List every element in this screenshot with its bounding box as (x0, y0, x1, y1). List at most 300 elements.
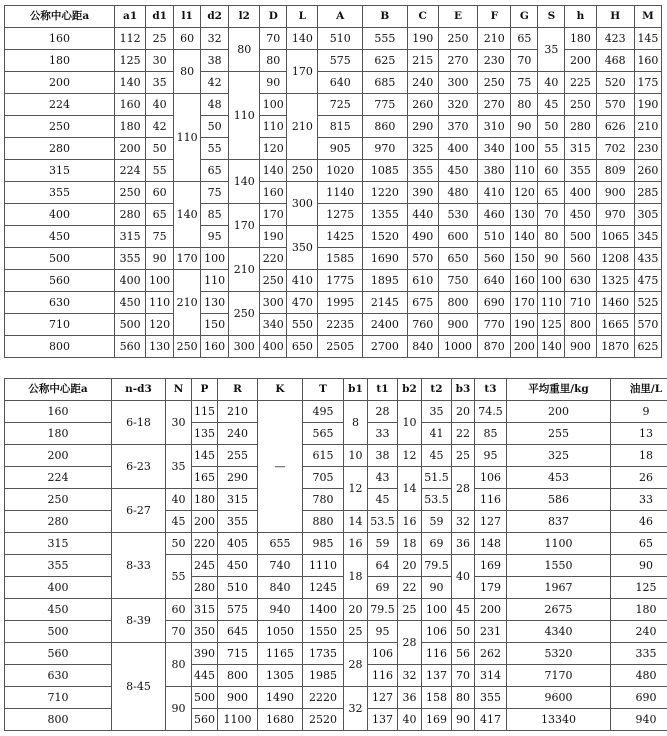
table-cell: 13 (611, 423, 667, 445)
table-cell: 390 (407, 182, 438, 204)
table-cell: 315 (192, 599, 218, 621)
table-cell: 230 (478, 50, 511, 72)
table-cell: 80 (229, 28, 260, 72)
table-cell: 45 (166, 511, 192, 533)
table-cell: 140 (511, 226, 538, 248)
table-cell: 13340 (507, 709, 611, 731)
table-cell: 685 (363, 72, 408, 94)
table-cell: 130 (146, 336, 174, 358)
table-cell: 115 (192, 401, 218, 423)
table-cell: 520 (596, 72, 634, 94)
table-cell: 46 (611, 511, 667, 533)
table-cell: 840 (407, 336, 438, 358)
table-cell: 400 (115, 270, 146, 292)
table-cell: 190 (511, 314, 538, 336)
table-cell: 32 (452, 511, 475, 533)
table-row (5, 204, 662, 226)
table-cell: 75 (511, 72, 538, 94)
table-cell: 510 (478, 226, 511, 248)
table-cell: 610 (407, 270, 438, 292)
table-cell: 160 (5, 401, 112, 423)
table-cell: 1065 (596, 226, 634, 248)
table-cell: 20 (398, 555, 422, 577)
table-cell: 127 (475, 511, 507, 533)
table-cell: 43 (368, 467, 398, 489)
table-cell: 560 (192, 709, 218, 731)
table-cell: 65 (511, 28, 538, 50)
table-cell: 25 (146, 28, 174, 50)
table-cell: 315 (5, 160, 115, 182)
table-cell: 320 (438, 94, 477, 116)
table-cell: 40 (146, 94, 174, 116)
table-cell: 127 (368, 687, 398, 709)
table-cell: 1735 (303, 643, 344, 665)
table-cell: 440 (407, 204, 438, 226)
header-cell: R (218, 379, 258, 401)
header-cell: d2 (201, 6, 229, 28)
table-cell: 215 (407, 50, 438, 72)
table-cell: 530 (438, 204, 477, 226)
table-cell: 240 (611, 621, 667, 643)
table-cell: 148 (475, 533, 507, 555)
header-cell: G (511, 6, 538, 28)
table-cell: 625 (363, 50, 408, 72)
table-cell: 809 (596, 160, 634, 182)
table-cell: 650 (438, 248, 477, 270)
table-cell: 180 (5, 50, 115, 72)
table-cell: 32 (201, 28, 229, 50)
table-row (5, 489, 667, 511)
table-cell: 70 (260, 28, 287, 50)
header-cell: b3 (452, 379, 475, 401)
table-cell: 250 (478, 72, 511, 94)
table-cell: 250 (260, 270, 287, 292)
table-cell: 690 (478, 292, 511, 314)
table-cell: 75 (146, 226, 174, 248)
table-cell: 1208 (596, 248, 634, 270)
table-cell: 468 (596, 50, 634, 72)
table-cell: 350 (192, 621, 218, 643)
table-cell: 355 (475, 687, 507, 709)
table-cell: 586 (507, 489, 611, 511)
table-cell: 500 (192, 687, 218, 709)
table-cell: 1400 (303, 599, 344, 621)
table-row (5, 72, 662, 94)
table-cell: 250 (5, 116, 115, 138)
table-cell: 12 (398, 445, 422, 467)
table-cell: 42 (201, 72, 229, 94)
table-cell: 90 (260, 72, 287, 94)
table-cell: 33 (368, 423, 398, 445)
table-cell: 460 (478, 204, 511, 226)
table-cell: 140 (538, 336, 565, 358)
table-cell: 40 (398, 709, 422, 731)
table-cell: 50 (538, 116, 565, 138)
table-cell: 95 (368, 621, 398, 643)
table-cell: 210 (287, 94, 318, 160)
table-cell: 560 (565, 248, 596, 270)
table-cell: 110 (538, 292, 565, 314)
table-cell: 200 (565, 50, 596, 72)
table-cell: 250 (115, 182, 146, 204)
header-row (5, 379, 667, 401)
table-row (5, 687, 667, 709)
table-cell: 10 (398, 401, 422, 445)
table-cell: 50 (201, 116, 229, 138)
table-cell: 600 (438, 226, 477, 248)
table-cell: 740 (258, 555, 303, 577)
table-cell: 240 (407, 72, 438, 94)
table-cell: 80 (166, 643, 192, 687)
table-cell: 400 (565, 182, 596, 204)
table-row (5, 555, 667, 577)
header-cell: F (478, 6, 511, 28)
header-cell: 公称中心距a (5, 379, 112, 401)
table-cell: 145 (634, 28, 661, 50)
table-cell: 41 (422, 423, 452, 445)
table-cell: 2400 (363, 314, 408, 336)
table-cell: 280 (192, 577, 218, 599)
table-cell: 1775 (318, 270, 363, 292)
table-cell: 1050 (258, 621, 303, 643)
table-cell: 450 (115, 292, 146, 314)
table-cell: 80 (174, 50, 201, 94)
table-row (5, 401, 667, 423)
table-cell: 2145 (363, 292, 408, 314)
table-cell: 116 (422, 643, 452, 665)
table-cell: 33 (611, 489, 667, 511)
table-cell: — (258, 401, 303, 533)
table-cell: 80 (452, 687, 475, 709)
table-cell: 225 (565, 72, 596, 94)
header-cell: 油里/L (611, 379, 667, 401)
header-cell: h (565, 6, 596, 28)
table-cell: 95 (475, 445, 507, 467)
table-cell: 800 (438, 292, 477, 314)
table-cell: 280 (5, 511, 112, 533)
table-cell: 410 (287, 270, 318, 292)
table-cell: 405 (218, 533, 258, 555)
table-cell: 200 (5, 72, 115, 94)
table-cell: 70 (511, 50, 538, 72)
table-cell: 555 (363, 28, 408, 50)
table-cell: 90 (422, 577, 452, 599)
table-cell: 16 (398, 511, 422, 533)
table-cell: 565 (303, 423, 344, 445)
table-cell: 55 (166, 555, 192, 599)
table-cell: 210 (478, 28, 511, 50)
table-cell: 110 (174, 94, 201, 182)
table-cell: 870 (478, 336, 511, 358)
table-cell: 190 (407, 28, 438, 50)
table-cell: 1165 (258, 643, 303, 665)
table-cell: 355 (407, 160, 438, 182)
table-row (5, 28, 662, 50)
table-cell: 315 (218, 489, 258, 511)
table-cell: 262 (475, 643, 507, 665)
table-cell: 710 (565, 292, 596, 314)
table-cell: 210 (229, 248, 260, 292)
table-cell: 74.5 (475, 401, 507, 423)
table-cell: 900 (438, 314, 477, 336)
table-cell: 340 (478, 138, 511, 160)
table-cell: 305 (634, 204, 661, 226)
header-cell: t1 (368, 379, 398, 401)
table-cell: 200 (507, 401, 611, 423)
table-cell: 18 (344, 555, 368, 599)
table-cell: 1680 (258, 709, 303, 731)
table-cell: 250 (174, 336, 201, 358)
table-row (5, 226, 662, 248)
table-cell: 50 (452, 621, 475, 643)
table-cell: 137 (422, 665, 452, 687)
table-cell: 125 (611, 577, 667, 599)
table-cell: 250 (287, 160, 318, 182)
table-cell: 50 (146, 138, 174, 160)
table-cell: 30 (146, 50, 174, 72)
table-cell: 630 (5, 292, 115, 314)
table-cell: 570 (634, 314, 661, 336)
table-cell: 800 (5, 709, 112, 731)
table-cell: 224 (5, 94, 115, 116)
table-cell: 32 (344, 687, 368, 731)
table-cell: 675 (407, 292, 438, 314)
table-cell: 970 (363, 138, 408, 160)
table-cell: 100 (538, 270, 565, 292)
table-cell: 640 (318, 72, 363, 94)
table-cell: 170 (174, 248, 201, 270)
table-cell: 45 (538, 94, 565, 116)
table-cell: 110 (260, 116, 287, 138)
header-cell: b1 (344, 379, 368, 401)
table-cell: 355 (5, 555, 112, 577)
table-cell: 9 (611, 401, 667, 423)
table-cell: 22 (452, 423, 475, 445)
table-cell: 175 (634, 72, 661, 94)
table-row (5, 643, 667, 665)
table-row (5, 160, 662, 182)
table-cell: 650 (287, 336, 318, 358)
header-cell: 公称中心距a (5, 6, 115, 28)
table-cell: 18 (611, 445, 667, 467)
table-cell: 940 (258, 599, 303, 621)
table-cell: 120 (511, 182, 538, 204)
table-cell: 2235 (318, 314, 363, 336)
table-cell: 1220 (363, 182, 408, 204)
table-cell: 1870 (596, 336, 634, 358)
table-cell: 120 (146, 314, 174, 336)
table-cell: 495 (303, 401, 344, 423)
table-cell: 180 (5, 423, 112, 445)
table-cell: 500 (5, 621, 112, 643)
table-cell: 7170 (507, 665, 611, 687)
table-cell: 355 (5, 182, 115, 204)
table-cell: 550 (287, 314, 318, 336)
table-cell: 65 (146, 204, 174, 226)
table-cell: 110 (511, 160, 538, 182)
table-cell: 250 (5, 489, 112, 511)
table-cell: 110 (146, 292, 174, 314)
table-cell: 56 (452, 643, 475, 665)
table-cell: 300 (287, 182, 318, 226)
table-cell: 224 (115, 160, 146, 182)
table-cell: 450 (438, 160, 477, 182)
table-row (5, 248, 662, 270)
table-cell: 710 (5, 687, 112, 709)
table-cell: 435 (634, 248, 661, 270)
table-cell: 179 (475, 577, 507, 599)
table-cell: 300 (260, 292, 287, 314)
header-cell: B (363, 6, 408, 28)
table-cell: 390 (192, 643, 218, 665)
table-row (5, 511, 667, 533)
table-cell: 690 (611, 687, 667, 709)
table-cell: 400 (5, 577, 112, 599)
table-cell: 160 (5, 28, 115, 50)
table-cell: 510 (318, 28, 363, 50)
header-cell: d1 (146, 6, 174, 28)
table-cell: 270 (438, 50, 477, 72)
header-cell: n-d3 (112, 379, 166, 401)
table-cell: 65 (538, 182, 565, 204)
table-cell: 345 (634, 226, 661, 248)
table-cell: 1520 (363, 226, 408, 248)
table-cell: 12 (344, 467, 368, 511)
table-cell: 106 (422, 621, 452, 643)
table-cell: 400 (438, 138, 477, 160)
table-cell: 800 (218, 665, 258, 687)
table-cell: 250 (229, 292, 260, 336)
table-cell: 165 (192, 467, 218, 489)
header-cell: A (318, 6, 363, 28)
table-cell: 158 (422, 687, 452, 709)
table-cell: 800 (5, 336, 115, 358)
table-cell: 106 (475, 467, 507, 489)
table-cell: 160 (260, 182, 287, 204)
table-cell: 65 (201, 160, 229, 182)
table-cell: 55 (201, 138, 229, 160)
table-cell: 18 (398, 533, 422, 555)
table-cell: 500 (115, 314, 146, 336)
table-cell: 260 (407, 94, 438, 116)
header-cell: t3 (475, 379, 507, 401)
table-cell: 210 (634, 116, 661, 138)
table-cell: 626 (596, 116, 634, 138)
table-cell: 315 (115, 226, 146, 248)
table-cell: 800 (565, 314, 596, 336)
table-cell: 40 (538, 72, 565, 94)
table-cell: 417 (475, 709, 507, 731)
table-cell: 750 (438, 270, 477, 292)
table-cell: 160 (511, 270, 538, 292)
table-cell: 500 (565, 226, 596, 248)
table-cell: 630 (565, 270, 596, 292)
dimension-table-2 (4, 378, 667, 731)
table-cell: 100 (511, 138, 538, 160)
table-cell: 940 (611, 709, 667, 731)
table-cell: 290 (218, 467, 258, 489)
table-cell: 200 (511, 336, 538, 358)
table-cell: 48 (201, 94, 229, 116)
table-row (5, 270, 662, 292)
header-cell: l2 (229, 6, 260, 28)
table-cell: 450 (5, 599, 112, 621)
table-cell: 112 (115, 28, 146, 50)
table-cell: 60 (174, 28, 201, 50)
table-cell: 38 (368, 445, 398, 467)
table-cell: 900 (218, 687, 258, 709)
table-cell: 26 (611, 467, 667, 489)
header-cell: l1 (174, 6, 201, 28)
table-cell: 79.5 (368, 599, 398, 621)
table-cell: 28 (368, 401, 398, 423)
table-cell: 70 (538, 204, 565, 226)
table-cell: 100 (260, 94, 287, 116)
table-cell: 1140 (318, 182, 363, 204)
table-cell: 220 (192, 533, 218, 555)
table-cell: 137 (368, 709, 398, 731)
table-cell: 160 (115, 94, 146, 116)
table-cell: 25 (344, 621, 368, 643)
table-cell: 1550 (303, 621, 344, 643)
table-cell: 560 (5, 270, 115, 292)
table-cell: 6-23 (112, 445, 166, 489)
table-cell: 290 (407, 116, 438, 138)
table-cell: 45 (422, 445, 452, 467)
table-cell: 1000 (438, 336, 477, 358)
table-row (5, 292, 662, 314)
table-cell: 725 (318, 94, 363, 116)
table-cell: 170 (260, 204, 287, 226)
header-cell: H (596, 6, 634, 28)
table-cell: 625 (634, 336, 661, 358)
table-cell: 70 (166, 621, 192, 643)
table-cell: 840 (258, 577, 303, 599)
table-cell: 125 (115, 50, 146, 72)
table-cell: 25 (452, 445, 475, 467)
table-cell: 355 (115, 248, 146, 270)
table-cell: 450 (5, 226, 115, 248)
table-cell: 80 (260, 50, 287, 72)
header-cell: b2 (398, 379, 422, 401)
header-row (5, 6, 662, 28)
table-cell: 900 (565, 336, 596, 358)
table-cell: 90 (611, 555, 667, 577)
table-cell: 815 (318, 116, 363, 138)
table-cell: 180 (565, 28, 596, 50)
table-cell: 180 (611, 599, 667, 621)
table-cell: 1995 (318, 292, 363, 314)
header-cell: T (303, 379, 344, 401)
table-cell: 36 (452, 533, 475, 555)
table-row (5, 577, 667, 599)
table-cell: 270 (478, 94, 511, 116)
table-cell: 355 (565, 160, 596, 182)
table-cell: 200 (115, 138, 146, 160)
table-cell: 30 (166, 401, 192, 445)
table-cell: 50 (166, 533, 192, 555)
table-cell: 355 (218, 511, 258, 533)
table-cell: 65 (611, 533, 667, 555)
table-cell: 45 (452, 599, 475, 621)
table-row (5, 445, 667, 467)
table-cell: 1325 (596, 270, 634, 292)
table-cell: 64 (368, 555, 398, 577)
table-cell: 900 (596, 182, 634, 204)
table-cell: 255 (218, 445, 258, 467)
table-cell: 2505 (318, 336, 363, 358)
table-cell: 5320 (507, 643, 611, 665)
